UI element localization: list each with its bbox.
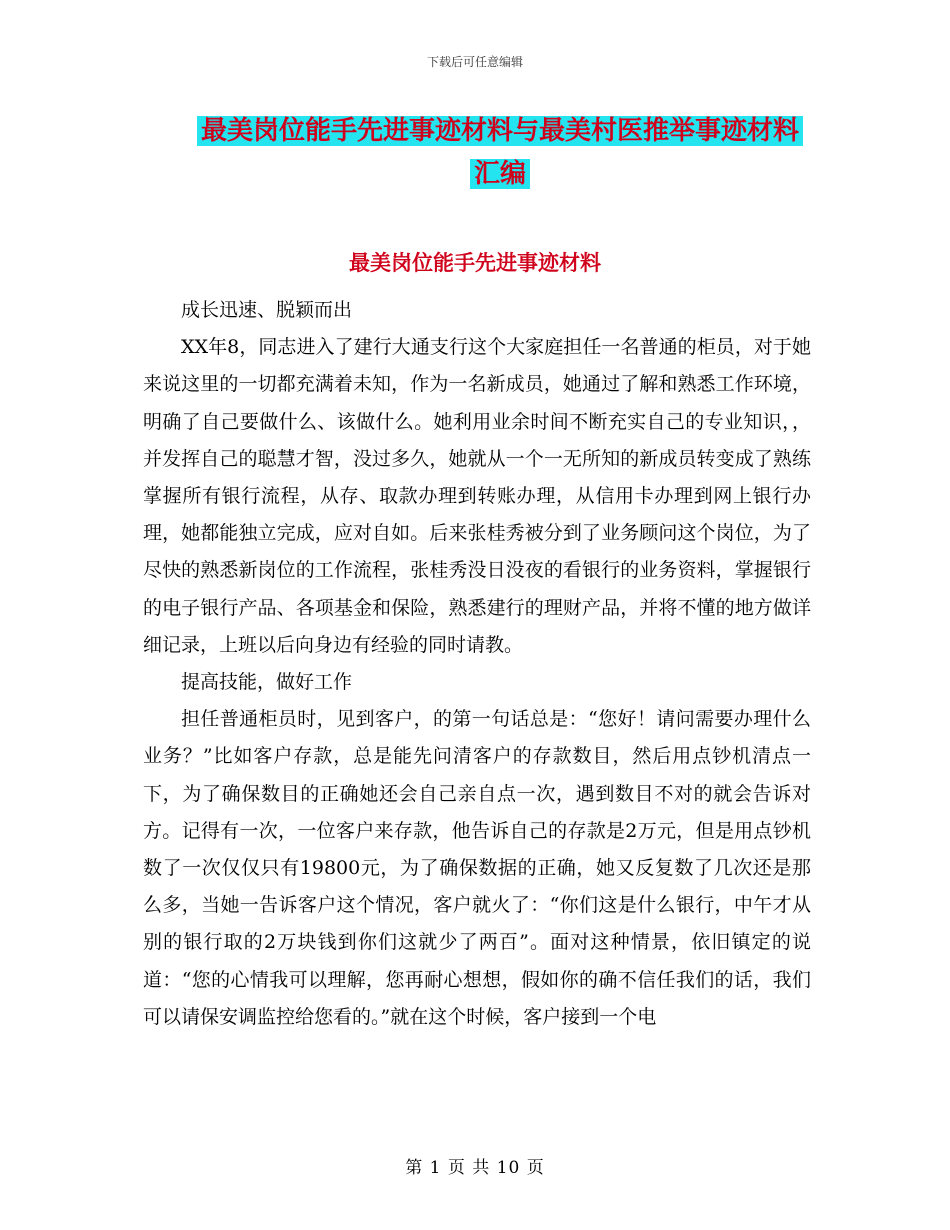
header-note: 下载后可任意编辑 (426, 55, 523, 69)
paragraph-skills: 担任普通柜员时，见到客户，的第一句话总是：“您好！请问需要办理什么业务？”比如客户存款，总是能先问清客户的存款数目，然后用点钞机清点一下，为了确保数目的正确她还会自己亲自点一次，遇到数目不对的就会告诉对方。记得有一次，一位客户来存款，他告诉自己的存款是2万元，但是用点钞机数了一次仅仅只有19800元，为了确保数据的正确，她又反复数了几次还是那么多，当她一告诉客户这个情况，客户就火了：“你们这是什么银行，中午才从别的银行取的2万块钱到你们这就少了两百”。面对这种情景，依旧镇定的说道：“您的心情我可以理解，您再耐心想想，假如你的确不信任我们的话，我们可以请保安调监控给您看的。”就在这个时候，客户接到一个电 (143, 708, 811, 1028)
paragraph-growth: XX年8，同志进入了建行大通支行这个大家庭担任一名普通的柜员，对于她来说这里的一切都充满着未知，作为一名新成员，她通过了解和熟悉工作环境，明确了自己要做什么、该做什么。她利用业余时间不断充实自己的专业知识，，并发挥自己的聪慧才智，没过多久，她就从一个一无所知的新成员转变成了熟练掌握所有银行流程，从存、取款办理到转账办理，从信用卡办理到网上银行办理，她都能独立完成，应对自如。后来张桂秀被分到了业务顾问这个岗位，为了尽快的熟悉新岗位的工作流程，张桂秀没日没夜的看银行的业务资料，掌握银行的电子银行产品、各项基金和保险，熟悉建行的理财产品，并将不懂的地方做详细记录，上班以后向身边有经验的同时请教。 (143, 336, 811, 656)
document-title-line2: 汇编 (470, 159, 530, 189)
body-text (143, 292, 811, 1036)
document-title (150, 110, 850, 196)
document-title-line1: 最美岗位能手先进事迹材料与最美村医推举事迹材料 (197, 116, 803, 146)
section-title: 最美岗位能手先进事迹材料 (349, 251, 601, 275)
page-footer: 第 1 页 共 10 页 (405, 1158, 545, 1178)
subheading-growth: 成长迅速、脱颖而出 (181, 299, 353, 321)
subheading-skills: 提高技能，做好工作 (181, 671, 353, 694)
